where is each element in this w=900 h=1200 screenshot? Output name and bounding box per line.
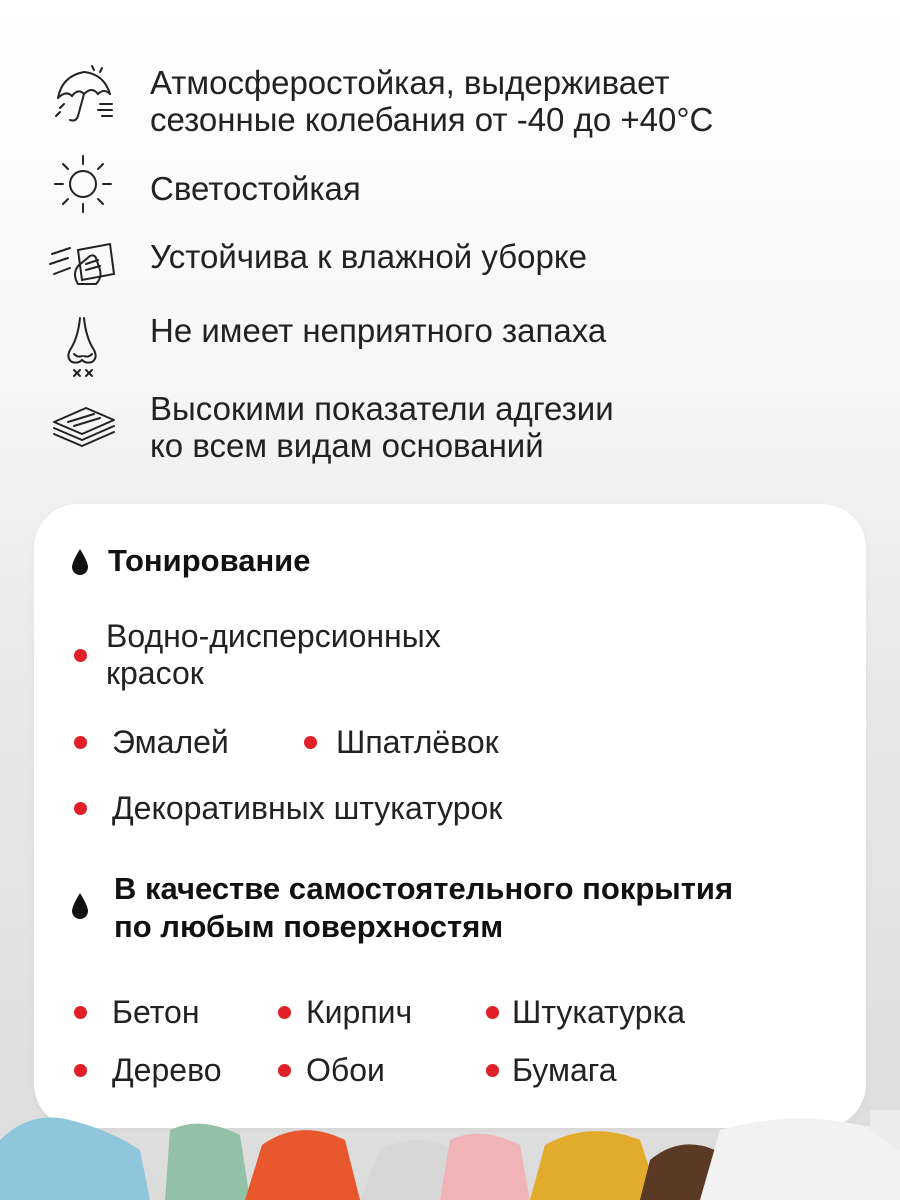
bullet-dot	[304, 736, 317, 749]
drop-icon	[70, 548, 90, 576]
bullet-dot	[74, 1064, 87, 1077]
bullet-dot	[74, 802, 87, 815]
feature-no-smell-text	[150, 312, 870, 349]
application-card	[34, 504, 866, 1128]
nose-icon	[48, 316, 118, 380]
bullet-dot	[486, 1006, 499, 1019]
feature-line: Не имеет неприятного запаха	[150, 312, 607, 349]
surface-item: Бетон	[112, 994, 200, 1030]
bullet-dot	[486, 1064, 499, 1077]
layers-adhesion-icon	[48, 392, 118, 456]
feature-line: ко всем видам оснований	[150, 427, 544, 464]
bullet-dot	[278, 1064, 291, 1077]
toning-item: Декоративных штукатурок	[112, 790, 503, 826]
surface-item: Штукатурка	[512, 994, 686, 1030]
bullet-dot	[74, 1006, 87, 1019]
surface-item: Дерево	[112, 1052, 222, 1088]
feature-line: сезонные колебания от -40 до +40°С	[150, 101, 714, 138]
feature-line: Устойчива к влажной уборке	[150, 238, 587, 275]
feature-line: Светостойкая	[150, 170, 361, 207]
feature-light-text	[150, 170, 870, 207]
surface-item: Бумага	[512, 1052, 617, 1088]
feature-adhesion-text	[150, 390, 870, 464]
feature-line: Высокими показатели адгезии	[150, 390, 614, 427]
drop-icon	[70, 892, 90, 920]
bullet-dot	[74, 736, 87, 749]
wiping-hand-icon	[48, 234, 118, 298]
surface-item: Кирпич	[306, 994, 413, 1030]
feature-line: Атмосферостойкая, выдерживает	[150, 64, 670, 101]
toning-item: Шпатлёвок	[336, 724, 499, 760]
sun-icon	[48, 152, 118, 216]
feature-weather-text	[150, 64, 870, 138]
painted-pineapples-decor	[0, 1110, 900, 1200]
standalone-heading: В качестве самостоятельного покрытия по любым поверхностям	[114, 871, 734, 944]
toning-heading: Тонирование	[108, 543, 311, 578]
bullet-dot	[278, 1006, 291, 1019]
umbrella-weather-icon	[48, 64, 118, 128]
toning-item: Эмалей	[112, 724, 229, 760]
surface-item: Обои	[306, 1052, 385, 1088]
toning-item: Водно-дисперсионных красок	[106, 618, 441, 691]
bullet-dot	[74, 649, 87, 662]
feature-wet-cleaning-text	[150, 238, 870, 275]
